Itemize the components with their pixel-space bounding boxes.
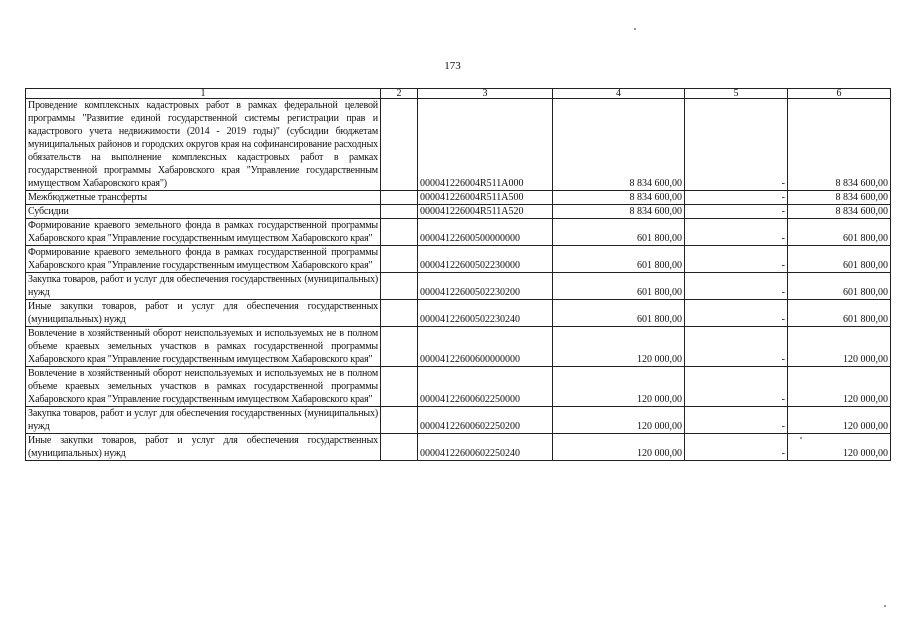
row-code: 000041226004R511A500 (418, 191, 553, 205)
row-amount-5: - (685, 367, 788, 407)
row-amount-5: - (685, 99, 788, 191)
row-description: Иные закупки товаров, работ и услуг для обеспечения государственных (муниципальных) нужд (26, 300, 381, 327)
row-amount-6: 8 834 600,00 (788, 99, 891, 191)
row-amount-4: 601 800,00 (553, 219, 685, 246)
row-col2 (381, 246, 418, 273)
row-col2 (381, 407, 418, 434)
row-amount-4: 8 834 600,00 (553, 99, 685, 191)
row-amount-5: - (685, 434, 788, 461)
row-amount-4: 120 000,00 (553, 367, 685, 407)
row-code: 00004122600500000000 (418, 219, 553, 246)
column-header-3: 3 (418, 89, 553, 99)
row-amount-4: 601 800,00 (553, 300, 685, 327)
row-description: Формирование краевого земельного фонда в рамках государственной программы Хабаровского края "Управление государственным имуществом Хабаровского края" (26, 219, 381, 246)
table-row (26, 99, 891, 191)
row-amount-4: 8 834 600,00 (553, 205, 685, 219)
row-amount-5: - (685, 327, 788, 367)
row-amount-5: - (685, 205, 788, 219)
row-amount-6: 120 000,00 (788, 327, 891, 367)
row-description: Формирование краевого земельного фонда в рамках государственной программы Хабаровского края "Управление государственным имуществом Хабаровского края" (26, 246, 381, 273)
table-row (26, 219, 891, 246)
row-code: 00004122600602250200 (418, 407, 553, 434)
page-number: 173 (444, 60, 461, 72)
table-row (26, 191, 891, 205)
row-amount-5: - (685, 191, 788, 205)
table-row (26, 273, 891, 300)
table-row (26, 246, 891, 273)
row-amount-6: 601 800,00 (788, 300, 891, 327)
row-amount-5: - (685, 300, 788, 327)
row-code: 00004122600502230200 (418, 273, 553, 300)
row-amount-6: 120 000,00 (788, 407, 891, 434)
scan-speck (800, 437, 802, 439)
scan-speck (884, 605, 886, 607)
column-header-1: 1 (26, 89, 381, 99)
row-code: 00004122600502230240 (418, 300, 553, 327)
row-amount-4: 120 000,00 (553, 327, 685, 367)
row-amount-6: 8 834 600,00 (788, 205, 891, 219)
row-amount-4: 120 000,00 (553, 407, 685, 434)
table-row (26, 434, 891, 461)
row-col2 (381, 367, 418, 407)
row-amount-4: 120 000,00 (553, 434, 685, 461)
table-row (26, 205, 891, 219)
row-amount-4: 601 800,00 (553, 273, 685, 300)
row-code: 000041226004R511A000 (418, 99, 553, 191)
row-amount-6: 601 800,00 (788, 273, 891, 300)
row-col2 (381, 99, 418, 191)
column-header-4: 4 (553, 89, 685, 99)
row-description: Проведение комплексных кадастровых работ в рамках федеральной целевой программы "Развитие единой государственной системы регистрации прав и кадастрового учета недвижимости (2014 - 2019 годы)" (субсидии бюджетам муниципальных районов и городских округов края на софинансирование расходных обязательств на выполнение комплексных кадастровых работ в рамках государственной программы Хабаровского края "Управление государственным имуществом Хабаровского края") (26, 99, 381, 191)
row-description: Иные закупки товаров, работ и услуг для обеспечения государственных (муниципальных) нужд (26, 434, 381, 461)
row-code: 00004122600600000000 (418, 327, 553, 367)
column-header-5: 5 (685, 89, 788, 99)
row-col2 (381, 300, 418, 327)
table-row (26, 367, 891, 407)
row-amount-5: - (685, 273, 788, 300)
row-col2 (381, 327, 418, 367)
row-description: Закупка товаров, работ и услуг для обеспечения государственных (муниципальных) нужд (26, 407, 381, 434)
row-description: Вовлечение в хозяйственный оборот неиспользуемых и используемых не в полном объеме краевых земельных участков в рамках государственной программы Хабаровского края "Управление государственным имуществом Хабаровского края" (26, 367, 381, 407)
row-code: 000041226004R511A520 (418, 205, 553, 219)
row-amount-6: 120 000,00 (788, 434, 891, 461)
row-amount-5: - (685, 246, 788, 273)
row-col2 (381, 434, 418, 461)
row-col2 (381, 219, 418, 246)
row-code: 00004122600602250240 (418, 434, 553, 461)
row-amount-5: - (685, 407, 788, 434)
table-row (26, 327, 891, 367)
row-amount-6: 120 000,00 (788, 367, 891, 407)
table-row (26, 407, 891, 434)
row-description: Субсидии (26, 205, 381, 219)
header-row (26, 89, 891, 99)
row-amount-4: 8 834 600,00 (553, 191, 685, 205)
budget-table (25, 88, 891, 461)
row-code: 00004122600502230000 (418, 246, 553, 273)
row-amount-4: 601 800,00 (553, 246, 685, 273)
row-amount-5: - (685, 219, 788, 246)
row-description: Межбюджетные трансферты (26, 191, 381, 205)
row-description: Вовлечение в хозяйственный оборот неиспользуемых и используемых не в полном объеме краевых земельных участков в рамках государственной программы Хабаровского края "Управление государственным имуществом Хабаровского края" (26, 327, 381, 367)
row-col2 (381, 205, 418, 219)
column-header-6: 6 (788, 89, 891, 99)
row-col2 (381, 273, 418, 300)
row-code: 00004122600602250000 (418, 367, 553, 407)
column-header-2: 2 (381, 89, 418, 99)
row-amount-6: 8 834 600,00 (788, 191, 891, 205)
row-col2 (381, 191, 418, 205)
scan-speck (634, 28, 636, 30)
row-description: Закупка товаров, работ и услуг для обеспечения государственных (муниципальных) нужд (26, 273, 381, 300)
table-row (26, 300, 891, 327)
row-amount-6: 601 800,00 (788, 246, 891, 273)
row-amount-6: 601 800,00 (788, 219, 891, 246)
